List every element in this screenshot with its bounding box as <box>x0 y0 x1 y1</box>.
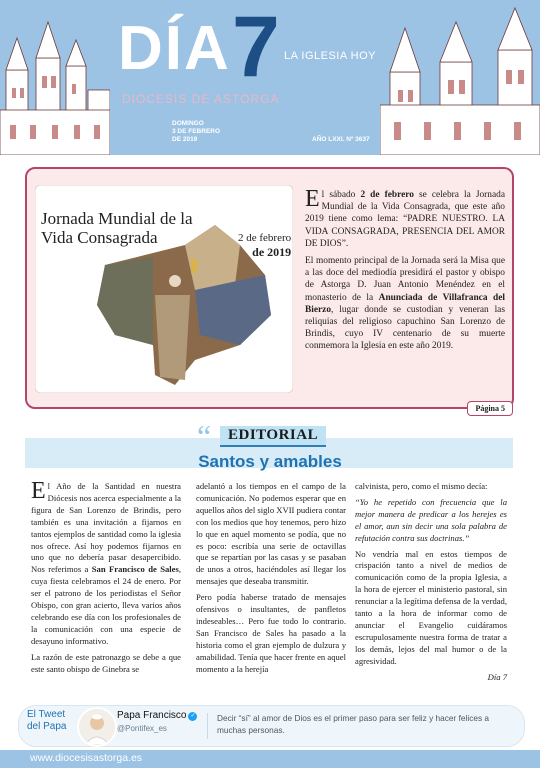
feature-text: El momento principal de la Jornada será la Misa que a las doce del mediodía presidirá el pastor y obispo de Astorga D. Juan Antonio Menéndez en el monasterio de la <box>305 256 505 303</box>
tweet-text: Decir “sí” al amor de Dios es el primer paso para ser feliz y hacer felices a muchas personas. <box>217 713 490 735</box>
pope-tweet-card <box>18 705 525 747</box>
logo-wordmark: DÍA <box>118 14 231 83</box>
editorial-text-bold: San Francisco de Sales <box>91 564 179 575</box>
footer-bar <box>0 750 540 768</box>
issue-date-line: DE 2019 <box>172 136 198 143</box>
logo-number: 7 <box>232 0 280 95</box>
feature-text-bold: Anunciada de Villafranca del Bierzo <box>305 292 505 315</box>
feature-paragraph <box>305 255 505 353</box>
divider <box>207 713 208 739</box>
feature-box <box>25 167 514 413</box>
feature-date <box>238 231 291 260</box>
editorial-quote: “Yo he repetido con frecuencia que la mejor manera de predicar a los herejes es el amor, aun sin decir una sola palabra de refutación contra sus doctrinas.” <box>355 496 507 543</box>
verified-badge-icon: ✓ <box>190 713 196 719</box>
feature-title <box>41 209 193 247</box>
feature-title-line: Vida Consagrada <box>41 228 158 247</box>
feature-date-line <box>238 245 291 260</box>
feature-text: l sábado <box>321 190 361 200</box>
logo-subtitle: LA IGLESIA HOY <box>284 50 376 62</box>
feature-text-bold: 2 de febrero <box>360 190 414 200</box>
dropcap: E <box>31 478 46 504</box>
editorial-paragraph <box>31 478 181 648</box>
editorial-paragraph: calvinista, pero, como el mismo decía: <box>355 481 488 491</box>
quote-icon: “ <box>197 418 212 454</box>
website-link[interactable]: www.diocesisastorga.es <box>30 752 143 764</box>
editorial-column-2 <box>196 481 346 680</box>
editorial-text: l Año de la Santidad en nuestra Diócesis nos acerca especialmente a la figura de San Lorenzo de Brindis, pero también es una invitación a fijarnos en tantos ejemplos de santidad como la iglesia nos ofrece. Así hoy podemos fijarnos en uno que no debería pasar desapercibido. Nos referimos a <box>31 481 181 575</box>
tweet-section-label <box>27 709 66 733</box>
editorial-text: , cuya fiesta celebramos el 24 de enero. Por ser el patrono de los periodistas el Señor Obispo, con gran acierto, lleva varios años celebrando ese día con los profesionales de la comunicación con una especie de desayuno informativo. <box>31 564 181 646</box>
feature-article <box>305 186 505 358</box>
editorial-label: EDITORIAL <box>220 426 326 447</box>
feature-date-line: 2 de febrero <box>238 232 292 244</box>
feature-date-year: de 2019 <box>252 245 292 259</box>
masthead <box>0 0 540 155</box>
tweet-author-text: Papa Francisco <box>117 710 187 721</box>
issue-number: AÑO LXXI. Nº 3637 <box>312 136 370 143</box>
issue-date-line: 3 DE FEBRERO <box>172 128 221 135</box>
tweet-handle[interactable]: @Pontifex_es <box>117 724 167 733</box>
editorial-paragraph: Pero podía haberse tratado de mensajes ofensivos o insultantes, de panfletos indeseables… Pero fue todo lo contrario. San Francisco de Sales ha pasado a la historia como el gran ejemplo de dulzura y amabilidad. Tenía que hacer frente en aquel momento a la herejía <box>196 592 346 674</box>
page-reference-link[interactable]: Página 5 <box>467 401 513 416</box>
editorial-title: Santos y amables <box>198 452 342 471</box>
feature-text: se celebra la Jornada Mundial de la Vida Consagrada, que este año 2019 tiene como lema: “PADRE NUESTRO. LA VIDA CONSAGRADA, PRESENCIA DEL AMOR DE DIOS”. <box>305 190 505 249</box>
tweet-author-name[interactable] <box>117 710 197 721</box>
editorial-paragraph: No vendría mal en estos tiempos de crispación tanto a nivel de medios de comunicación como de la propia Iglesia, a la hora de ejercer el ministerio pastoral, sin renunciar a la legítima defensa de la verdad, tanto a la hora de informar como de anunciar el Evangelio cuidáramos escrupulosamente nuestra forma de tratar a los demás, lejos del mal humor o de la agresividad. <box>355 548 507 666</box>
issue-date <box>172 120 220 144</box>
feature-title-line: Jornada Mundial de la <box>41 209 193 228</box>
tweet-label-line: del Papa <box>27 721 67 732</box>
cathedral-illustration-left <box>0 0 110 155</box>
editorial-column-1 <box>31 478 181 680</box>
feature-text: , lugar donde se custodian y veneran las reliquias del religioso capuchino San Lorenzo de Brindis, cuyo IV centenario de su muerte conmemora la Iglesia en este año 2019. <box>305 304 505 352</box>
tweet-label-line: El Tweet <box>27 709 66 720</box>
editorial-signature: Día 7 <box>487 671 507 682</box>
avatar <box>77 707 117 747</box>
diocese-name: DIOCESIS DE ASTORGA <box>122 92 280 106</box>
cathedral-illustration-right <box>380 0 540 155</box>
editorial-column-3 <box>355 481 507 688</box>
feature-paragraph <box>305 186 505 250</box>
issue-date-line: DOMINGO <box>172 120 204 127</box>
editorial-paragraph: adelantó a los tiempos en el campo de la comunicación. No podemos esperar que en aquellos años del siglo XVII pudiera contar con los medios que hoy tenemos, pero hizo lo que en aquel momento se podía, que no es poco: escribía una serie de octavillas que se repartían por las casas y se pasaban de unos a otros, haciéndoles así llegar los mensajes que deseaba transmitir. <box>196 481 346 587</box>
dropcap: E <box>305 186 320 212</box>
editorial-paragraph: La razón de este patronazgo se debe a que este santo obispo de Ginebra se <box>31 651 181 674</box>
